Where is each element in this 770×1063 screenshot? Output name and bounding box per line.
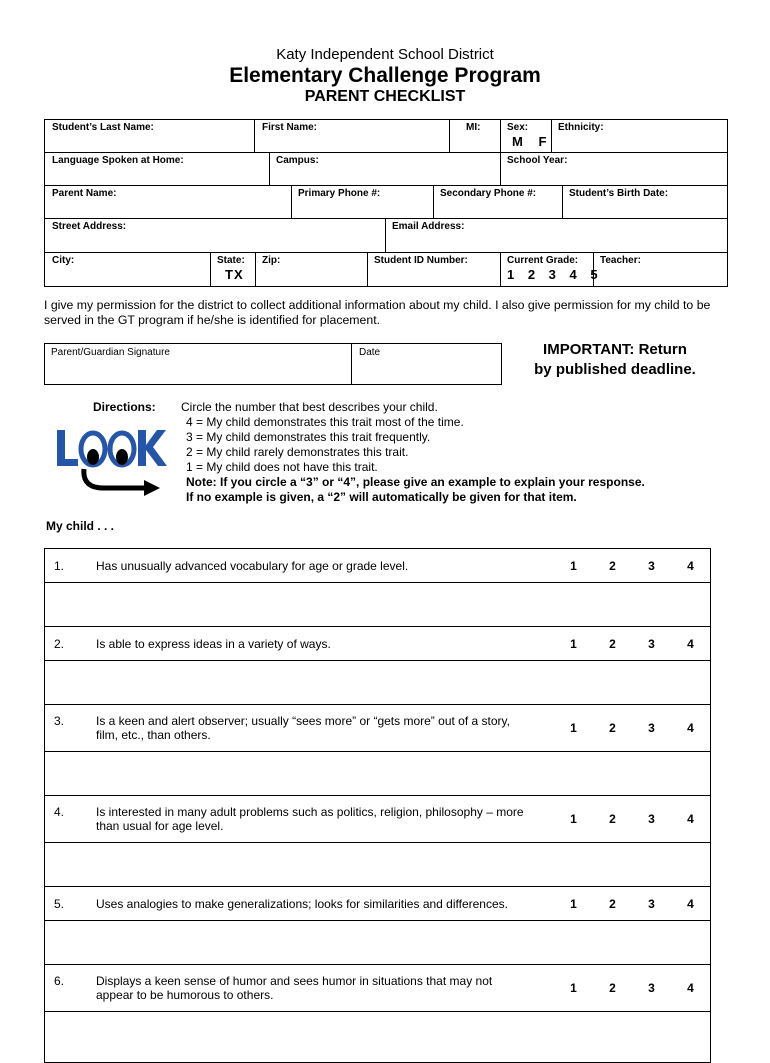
sex-field[interactable]: Sex: xyxy=(507,122,529,133)
rating-option-3[interactable]: 3 xyxy=(648,812,655,826)
form-border-top xyxy=(44,119,728,120)
form-col-line xyxy=(449,119,450,152)
student-id-field[interactable]: Student ID Number: xyxy=(374,255,468,266)
scale-item: 2 = My child rarely demonstrates this trait. xyxy=(186,445,409,459)
signature-box xyxy=(44,343,502,385)
rating-option-4[interactable]: 4 xyxy=(687,981,694,995)
form-border-right xyxy=(727,119,728,287)
state-field[interactable]: State: xyxy=(217,255,245,266)
question-text: Is a keen and alert observer; usually “sees more” or “gets more” out of a story, film, etc., than others. xyxy=(96,714,510,742)
question-text: Has unusually advanced vocabulary for age or grade level. xyxy=(96,558,409,573)
important-line-1: IMPORTANT: Return xyxy=(543,341,687,358)
questions-table xyxy=(44,548,711,1063)
parent-name-field[interactable]: Parent Name: xyxy=(52,188,117,199)
form-row-line xyxy=(44,152,728,153)
rating-options xyxy=(554,812,710,826)
ethnicity-field[interactable]: Ethnicity: xyxy=(558,122,604,133)
form-col-line xyxy=(385,218,386,252)
form-col-line xyxy=(254,119,255,152)
question-row xyxy=(45,796,711,843)
first-name-field[interactable]: First Name: xyxy=(262,122,318,133)
rating-option-2[interactable]: 2 xyxy=(609,812,616,826)
rating-option-3[interactable]: 3 xyxy=(648,981,655,995)
example-answer-field[interactable] xyxy=(45,921,711,965)
rating-option-2[interactable]: 2 xyxy=(609,558,616,573)
form-col-line xyxy=(291,185,292,218)
form-border-bottom xyxy=(44,286,728,287)
question-text: Displays a keen sense of humor and sees humor in situations that may not appear to be humorous to others. xyxy=(96,974,493,1002)
example-row xyxy=(45,661,711,705)
form-row-line xyxy=(44,185,728,186)
example-answer-field[interactable] xyxy=(45,583,711,627)
state-value: TX xyxy=(225,267,244,282)
primary-phone-field[interactable]: Primary Phone #: xyxy=(298,188,381,199)
zip-field[interactable]: Zip: xyxy=(262,255,281,266)
rating-options xyxy=(554,559,710,573)
question-text: Uses analogies to make generalizations; looks for similarities and differences. xyxy=(96,896,508,911)
rating-option-4[interactable]: 4 xyxy=(687,896,694,911)
question-row xyxy=(45,965,711,1012)
directions-note: If no example is given, a “2” will automatically be given for that item. xyxy=(186,490,577,504)
rating-option-4[interactable]: 4 xyxy=(687,636,694,651)
example-row xyxy=(45,752,711,796)
rating-option-2[interactable]: 2 xyxy=(609,896,616,911)
example-answer-field[interactable] xyxy=(45,661,711,705)
city-field[interactable]: City: xyxy=(52,255,75,266)
permission-statement: I give my permission for the district to collect additional information about my child. I also give permission for my child to be served in the GT program if he/she is identified for placement. xyxy=(44,298,711,327)
example-row xyxy=(45,843,711,887)
rating-options xyxy=(554,897,710,911)
example-row xyxy=(45,921,711,965)
rating-option-3[interactable]: 3 xyxy=(648,558,655,573)
scale-item: 4 = My child demonstrates this trait most of the time. xyxy=(186,415,464,429)
form-col-line xyxy=(367,252,368,286)
question-cell xyxy=(45,887,711,921)
directions-label: Directions: xyxy=(93,400,156,414)
rating-option-3[interactable]: 3 xyxy=(648,636,655,651)
question-row xyxy=(45,705,711,752)
rating-option-1[interactable]: 1 xyxy=(570,896,577,911)
example-row xyxy=(45,1012,711,1063)
important-line-2: by published deadline. xyxy=(534,361,696,378)
question-cell xyxy=(45,549,711,583)
rating-options xyxy=(554,981,710,995)
rating-option-1[interactable]: 1 xyxy=(570,721,577,735)
form-col-line xyxy=(500,152,501,185)
directions-text xyxy=(181,400,645,505)
example-answer-field[interactable] xyxy=(45,843,711,887)
rating-option-1[interactable]: 1 xyxy=(570,812,577,826)
checklist-title: PARENT CHECKLIST xyxy=(304,88,466,105)
rating-option-1[interactable]: 1 xyxy=(570,636,577,651)
email-field[interactable]: Email Address: xyxy=(392,221,465,232)
form-border-left xyxy=(44,119,45,287)
secondary-phone-field[interactable]: Secondary Phone #: xyxy=(440,188,537,199)
question-row xyxy=(45,549,711,583)
my-child-heading: My child . . . xyxy=(46,519,115,533)
directions-intro: Circle the number that best describes your child. xyxy=(181,400,438,414)
question-number: 6. xyxy=(54,974,65,988)
parent-signature-field[interactable]: Parent/Guardian Signature xyxy=(51,347,170,358)
question-number: 2. xyxy=(54,636,65,651)
question-text: Is interested in many adult problems such as politics, religion, philosophy – more than usual for age level. xyxy=(96,805,524,833)
example-row xyxy=(45,583,711,627)
form-row-line xyxy=(44,252,728,253)
form-col-line xyxy=(210,252,211,286)
question-cell xyxy=(45,705,711,752)
rating-option-2[interactable]: 2 xyxy=(609,721,616,735)
rating-option-4[interactable]: 4 xyxy=(687,721,694,735)
question-number: 3. xyxy=(54,714,65,728)
rating-option-2[interactable]: 2 xyxy=(609,636,616,651)
mi-field[interactable]: MI: xyxy=(466,122,481,133)
teacher-field[interactable]: Teacher: xyxy=(600,255,641,266)
language-field[interactable]: Language Spoken at Home: xyxy=(52,155,184,166)
form-row-line xyxy=(44,218,728,219)
question-cell xyxy=(45,965,711,1012)
birth-date-field[interactable]: Student’s Birth Date: xyxy=(569,188,669,199)
example-answer-field[interactable] xyxy=(45,1012,711,1063)
question-number: 4. xyxy=(54,805,65,819)
question-number: 1. xyxy=(54,558,65,573)
question-row xyxy=(45,627,711,661)
program-title: Elementary Challenge Program xyxy=(229,64,541,87)
form-col-line xyxy=(500,252,501,286)
question-cell xyxy=(45,627,711,661)
date-field[interactable]: Date xyxy=(359,347,381,358)
district-name: Katy Independent School District xyxy=(276,46,494,63)
example-answer-field[interactable] xyxy=(45,752,711,796)
rating-option-4[interactable]: 4 xyxy=(687,812,694,826)
campus-field[interactable]: Campus: xyxy=(276,155,319,166)
rating-option-3[interactable]: 3 xyxy=(648,896,655,911)
signature-divider xyxy=(351,344,352,384)
rating-options xyxy=(554,721,710,735)
form-col-line xyxy=(269,152,270,185)
scale-item: 1 = My child does not have this trait. xyxy=(186,460,378,474)
scale-item: 3 = My child demonstrates this trait frequently. xyxy=(186,430,431,444)
grade-options[interactable]: 1 2 3 4 5 xyxy=(507,267,603,282)
school-year-field[interactable]: School Year: xyxy=(507,155,568,166)
rating-option-4[interactable]: 4 xyxy=(687,558,694,573)
question-cell xyxy=(45,796,711,843)
current-grade-field[interactable]: Current Grade: xyxy=(507,255,579,266)
sex-options[interactable]: M F xyxy=(512,134,553,149)
form-col-line xyxy=(500,119,501,152)
rating-option-3[interactable]: 3 xyxy=(648,721,655,735)
question-text: Is able to express ideas in a variety of ways. xyxy=(96,636,331,651)
last-name-field[interactable]: Student’s Last Name: xyxy=(52,122,154,133)
rating-option-1[interactable]: 1 xyxy=(570,558,577,573)
form-col-line xyxy=(562,185,563,218)
form-col-line xyxy=(433,185,434,218)
question-number: 5. xyxy=(54,896,65,911)
rating-option-1[interactable]: 1 xyxy=(570,981,577,995)
directions-note: Note: If you circle a “3” or “4”, please give an example to explain your response. xyxy=(186,475,645,489)
question-row xyxy=(45,887,711,921)
form-col-line xyxy=(255,252,256,286)
rating-options xyxy=(554,637,710,651)
street-address-field[interactable]: Street Address: xyxy=(52,221,127,232)
important-notice xyxy=(520,340,710,380)
rating-option-2[interactable]: 2 xyxy=(609,981,616,995)
